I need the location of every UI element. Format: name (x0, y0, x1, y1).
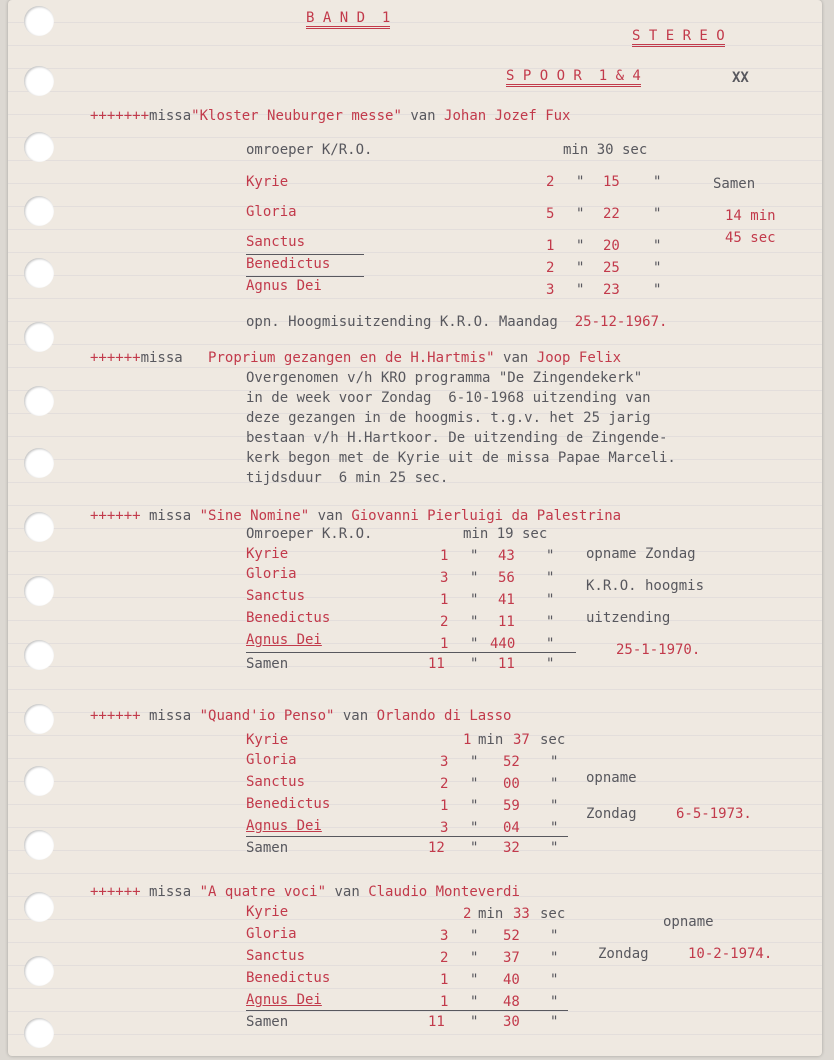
sec-word: sec (540, 906, 566, 922)
ditto: " (470, 614, 479, 630)
ditto: " (550, 754, 559, 770)
track-sec: 37 (513, 732, 530, 748)
punch-hole (24, 892, 54, 922)
sec-word: sec (540, 732, 566, 748)
track-min: 2 (440, 776, 449, 792)
mass-title-line: ++++++ missa "A quatre voci" van Claudio Monteverdi (90, 884, 520, 900)
track-sec: 25 (603, 260, 620, 276)
broadcast-note: uitzending (586, 610, 671, 626)
ditto: " (470, 798, 479, 814)
ditto: " (470, 570, 479, 586)
ditto: " (470, 636, 479, 652)
track-name: Sanctus (246, 774, 306, 790)
ditto: " (550, 950, 559, 966)
ditto: " (546, 656, 555, 672)
track-min: 1 (440, 972, 449, 988)
track-name: Benedictus (246, 256, 331, 272)
track-name: Agnus Dei (246, 278, 322, 294)
ditto: " (576, 260, 585, 276)
track-sec: 52 (503, 754, 520, 770)
broadcast-note: opname (586, 770, 637, 786)
punch-hole (24, 386, 54, 416)
broadcast-date: 10-2-1974. (688, 946, 773, 962)
track-name: Sanctus (246, 234, 306, 250)
description-line: Overgenomen v/h KRO programma "De Zingendekerk" (246, 370, 643, 386)
track-min: 1 (546, 238, 555, 254)
track-sec: 59 (503, 798, 520, 814)
sum-rule (246, 836, 568, 837)
ditto: " (470, 972, 479, 988)
description-line: kerk begon met de Kyrie uit de missa Papae Marceli. (246, 450, 676, 466)
announcer-label: Omroeper K.R.O. (246, 526, 373, 542)
track-name: Sanctus (246, 948, 306, 964)
track-sec: 20 (603, 238, 620, 254)
track-name: Sanctus (246, 588, 306, 604)
track-name: Agnus Dei (246, 632, 322, 648)
ditto: " (470, 950, 479, 966)
stereo-heading: S T E R E O (632, 28, 725, 47)
ditto: " (576, 206, 585, 222)
track-min: 2 (546, 260, 555, 276)
track-min: 2 (440, 950, 449, 966)
track-min: 2 (463, 906, 472, 922)
underline (246, 254, 364, 255)
punch-hole (24, 576, 54, 606)
sum-rule (246, 1010, 568, 1011)
track-sec: 37 (503, 950, 520, 966)
ditto: " (576, 174, 585, 190)
punch-hole (24, 830, 54, 860)
track-name: Kyrie (246, 546, 289, 562)
ditto: " (470, 840, 479, 856)
band-heading: B A N D 1 (306, 10, 390, 29)
underline (246, 276, 364, 277)
total-min: 12 (428, 840, 445, 856)
description-line: tijdsduur 6 min 25 sec. (246, 470, 449, 486)
ditto: " (470, 994, 479, 1010)
broadcast-note: Zondag (586, 806, 637, 822)
mass-title-line: ++++++ missa "Sine Nomine" van Giovanni Pierluigi da Palestrina (90, 508, 622, 524)
ditto: " (550, 776, 559, 792)
total-label: Samen (246, 840, 289, 856)
ditto: " (550, 972, 559, 988)
ditto: " (550, 928, 559, 944)
track-sec: 56 (498, 570, 515, 586)
ditto: " (546, 592, 555, 608)
track-min: 2 (546, 174, 555, 190)
total-label: Samen (713, 176, 756, 192)
ditto: " (546, 548, 555, 564)
ditto: " (550, 994, 559, 1010)
track-min: 3 (440, 754, 449, 770)
min-word: min (478, 906, 504, 922)
total-sec: 11 (498, 656, 515, 672)
track-sec: 33 (513, 906, 530, 922)
punch-hole (24, 512, 54, 542)
broadcast-date: 25-1-1970. (616, 642, 701, 658)
mass-title-line: ++++++ missa "Quand'io Penso" van Orlando di Lasso (90, 708, 512, 724)
description-line: bestaan v/h H.Hartkoor. De uitzending de Zingende- (246, 430, 668, 446)
track-name: Kyrie (246, 732, 289, 748)
track-min: 1 (463, 732, 472, 748)
ditto: " (550, 820, 559, 836)
announcer-label: omroeper K/R.O. (246, 142, 373, 158)
ditto: " (470, 776, 479, 792)
track-sec: 11 (498, 614, 515, 630)
track-min: 1 (440, 548, 449, 564)
broadcast-note: opname (663, 914, 714, 930)
punch-hole (24, 640, 54, 670)
ditto: " (470, 820, 479, 836)
ditto: " (653, 206, 662, 222)
ditto: " (550, 840, 559, 856)
min-word: min (478, 732, 504, 748)
track-sec: 04 (503, 820, 520, 836)
punch-hole (24, 66, 54, 96)
punch-hole (24, 1018, 54, 1048)
ditto: " (653, 282, 662, 298)
track-min: 1 (440, 798, 449, 814)
notebook-page (8, 0, 822, 1056)
broadcast-note: K.R.O. hoogmis (586, 578, 705, 594)
track-name: Gloria (246, 566, 297, 582)
track-sec: 48 (503, 994, 520, 1010)
track-name: Agnus Dei (246, 818, 322, 834)
punch-hole (24, 6, 54, 36)
description-line: in de week voor Zondag 6-10-1968 uitzending van (246, 390, 651, 406)
track-min: 5 (546, 206, 555, 222)
mass-title-line: ++++++missa Proprium gezangen en de H.Hartmis" van Joop Felix (90, 350, 622, 366)
ditto: " (470, 754, 479, 770)
track-min: 3 (440, 820, 449, 836)
broadcast-note: opname Zondag (586, 546, 696, 562)
ditto: " (546, 570, 555, 586)
track-min: 3 (440, 570, 449, 586)
ditto: " (546, 636, 555, 652)
ditto: " (653, 260, 662, 276)
track-name: Agnus Dei (246, 992, 322, 1008)
track-name: Benedictus (246, 970, 331, 986)
description-line: deze gezangen in de hoogmis. t.g.v. het 25 jarig (246, 410, 651, 426)
track-sec: 00 (503, 776, 520, 792)
ditto: " (550, 798, 559, 814)
ditto: " (470, 548, 479, 564)
track-min: 1 (440, 636, 449, 652)
track-sec: 23 (603, 282, 620, 298)
spoor-heading: S P O O R 1 & 4 (506, 68, 641, 87)
track-min: 1 (440, 994, 449, 1010)
track-sec: 41 (498, 592, 515, 608)
broadcast-date: 6-5-1973. (676, 806, 752, 822)
track-name: Benedictus (246, 796, 331, 812)
track-name: Kyrie (246, 174, 289, 190)
track-sec: 43 (498, 548, 515, 564)
ditto: " (470, 592, 479, 608)
total-label: Samen (246, 656, 289, 672)
total-sec: 45 sec (725, 230, 776, 246)
track-name: Gloria (246, 926, 297, 942)
track-name: Kyrie (246, 904, 289, 920)
spoor-mark: XX (732, 70, 749, 86)
punch-hole (24, 448, 54, 478)
total-sec: 30 (503, 1014, 520, 1030)
total-min: 14 min (725, 208, 776, 224)
track-name: Benedictus (246, 610, 331, 626)
track-sec: 440 (490, 636, 516, 652)
ditto: " (470, 656, 479, 672)
punch-hole (24, 132, 54, 162)
punch-hole (24, 196, 54, 226)
track-name: Gloria (246, 204, 297, 220)
punch-hole (24, 704, 54, 734)
ditto: " (470, 1014, 479, 1030)
punch-hole (24, 258, 54, 288)
total-sec: 32 (503, 840, 520, 856)
announcer-time: min 30 sec (563, 142, 648, 158)
ditto: " (653, 238, 662, 254)
mass-title-line: +++++++missa"Kloster Neuburger messe" van Johan Jozef Fux (90, 108, 571, 124)
track-min: 2 (440, 614, 449, 630)
track-sec: 40 (503, 972, 520, 988)
punch-hole (24, 766, 54, 796)
sum-rule (246, 652, 576, 653)
track-min: 3 (440, 928, 449, 944)
announcer-time: min 19 sec (463, 526, 548, 542)
track-name: Gloria (246, 752, 297, 768)
ditto: " (576, 238, 585, 254)
broadcast-note: Zondag (598, 946, 649, 962)
total-label: Samen (246, 1014, 289, 1030)
total-min: 11 (428, 1014, 445, 1030)
recording-note: opn. Hoogmisuitzending K.R.O. Maandag 25-12-1967. (246, 314, 668, 330)
ditto: " (550, 1014, 559, 1030)
track-sec: 52 (503, 928, 520, 944)
ditto: " (653, 174, 662, 190)
ditto: " (546, 614, 555, 630)
track-min: 1 (440, 592, 449, 608)
track-sec: 15 (603, 174, 620, 190)
punch-hole (24, 956, 54, 986)
track-sec: 22 (603, 206, 620, 222)
punch-hole (24, 322, 54, 352)
track-min: 3 (546, 282, 555, 298)
ditto: " (576, 282, 585, 298)
total-min: 11 (428, 656, 445, 672)
ditto: " (470, 928, 479, 944)
